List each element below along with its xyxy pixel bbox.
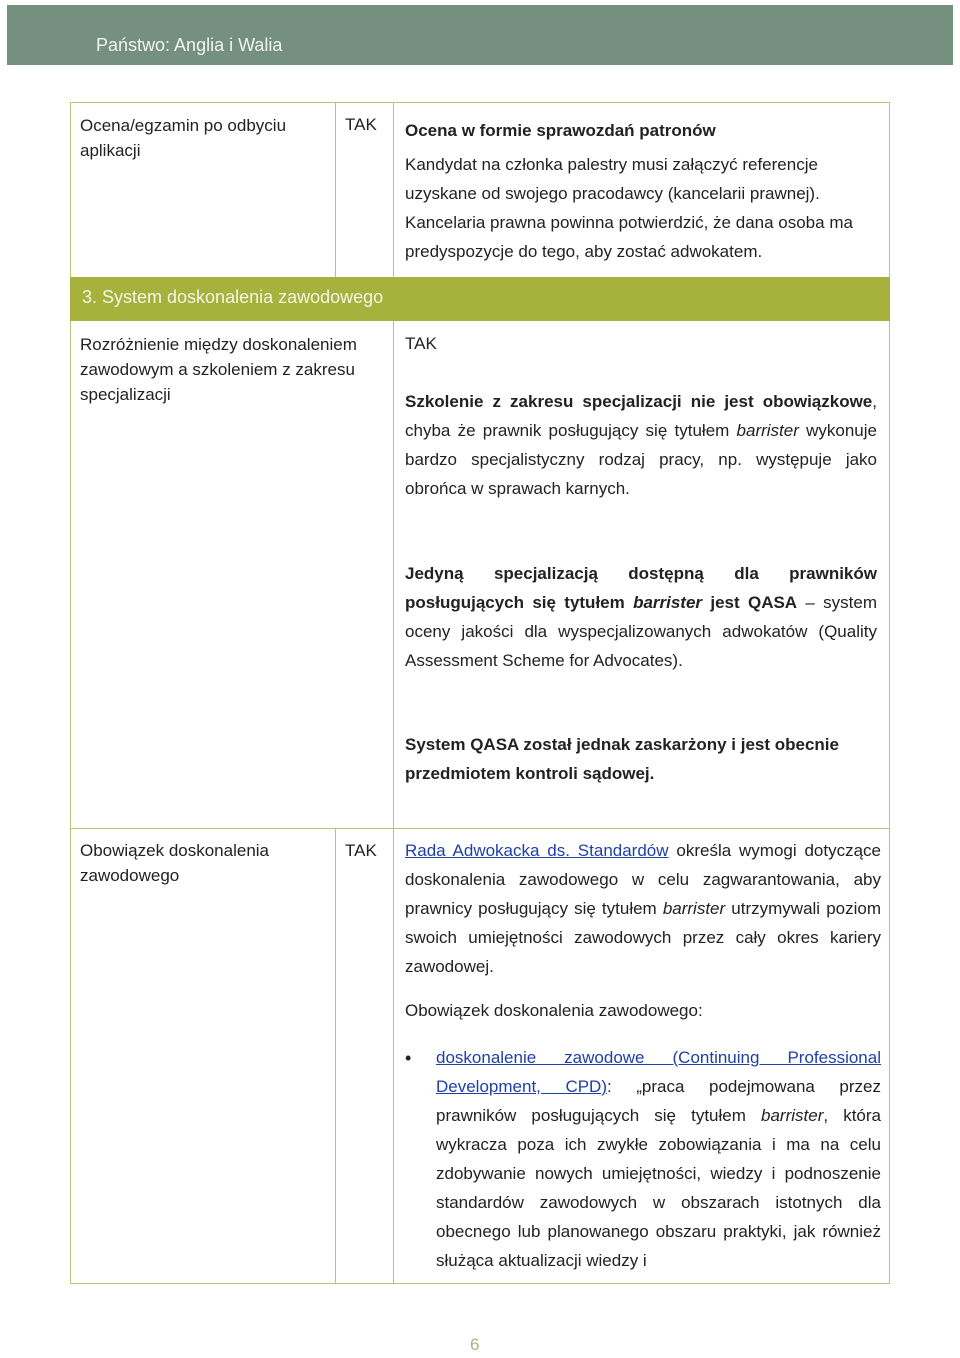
bullet-icon: • (405, 1048, 412, 1068)
column-divider (335, 102, 336, 278)
cpd-bullet-item: doskonalenie zawodowe (Continuing Professional Development, CPD): „praca podejmowana przez prawników posługujących się tytułem barrister, która wykracza poza ich zwykłe zobowiązania i ma na celu zdobywanie nowych umiejętności, wiedzy i podnoszenie standardów zawodowych w obszarach istotnych dla obecnego lub planowanego obszaru praktyki, jak również służąca aktualizacji wiedzy i (436, 1048, 881, 1270)
status-tak: TAK (345, 115, 377, 134)
section-band (70, 277, 890, 321)
specialization-paragraph-2: Jedyną specjalizacją dostępną dla prawników posługujących się tytułem barrister jest QASA – system oceny jakości dla wyspecjalizowanych adwokatów (Quality Assessment Scheme for Advocates). (405, 564, 878, 670)
bar-standards-board-link[interactable]: Rada Adwokacka ds. Standardów (405, 841, 669, 860)
status-tak: TAK (405, 334, 437, 353)
page-header (7, 5, 953, 65)
status-tak: TAK (345, 841, 377, 860)
table-border-right (889, 321, 890, 828)
specialization-paragraph-1: Szkolenie z zakresu specjalizacji nie jest obowiązkowe, chyba że prawnik posługujący się tytułem barrister wykonuje bardzo specjalistyczny rodzaj pracy, np. występuje jako obrońca w sprawach karnych. (405, 392, 877, 498)
column-divider (393, 102, 394, 278)
column-divider (393, 321, 394, 828)
assessment-heading: Ocena w formie sprawozdań patronów (405, 121, 716, 140)
cpd-link[interactable]: doskonalenie zawodowe (Continuing Professional Development, CPD) (436, 1048, 881, 1096)
country-title: Państwo: Anglia i Walia (96, 35, 283, 55)
obligation-paragraph-2: Obowiązek doskonalenia zawodowego: (405, 1001, 703, 1020)
page-number: 6 (470, 1335, 480, 1354)
assessment-text: Kandydat na członka palestry musi załączyć referencje uzyskane od swojego pracodawcy (kancelarii prawnej). Kancelaria prawna powinna potwierdzić, że dana osoba ma predyspozycje do tego, aby zostać adwokatem. (405, 155, 853, 261)
obligation-paragraph-1: Rada Adwokacka ds. Standardów określa wymogi dotyczące doskonalenia zawodowego w celu zagwarantowania, aby prawnicy posługujący się tytułem barrister utrzymywali poziom swoich umiejętności zawodowych przez cały okres kariery zawodowej. (405, 841, 882, 976)
specialization-paragraph-3: System QASA został jednak zaskarżony i jest obecnie przedmiotem kontroli sądowej. (405, 735, 839, 783)
row-label-assessment: Ocena/egzamin po odbyciu aplikacji (80, 116, 287, 160)
column-divider (393, 828, 394, 1284)
section-title: 3. System doskonalenia zawodowego (82, 287, 384, 307)
column-divider (335, 828, 336, 1284)
row-label-obligation: Obowiązek doskonalenia zawodowego (80, 841, 270, 885)
row-label-specialization: Rozróżnienie między doskonaleniem zawodowym a szkoleniem z zakresu specjalizacji (80, 335, 357, 404)
table-border-left (70, 321, 71, 828)
